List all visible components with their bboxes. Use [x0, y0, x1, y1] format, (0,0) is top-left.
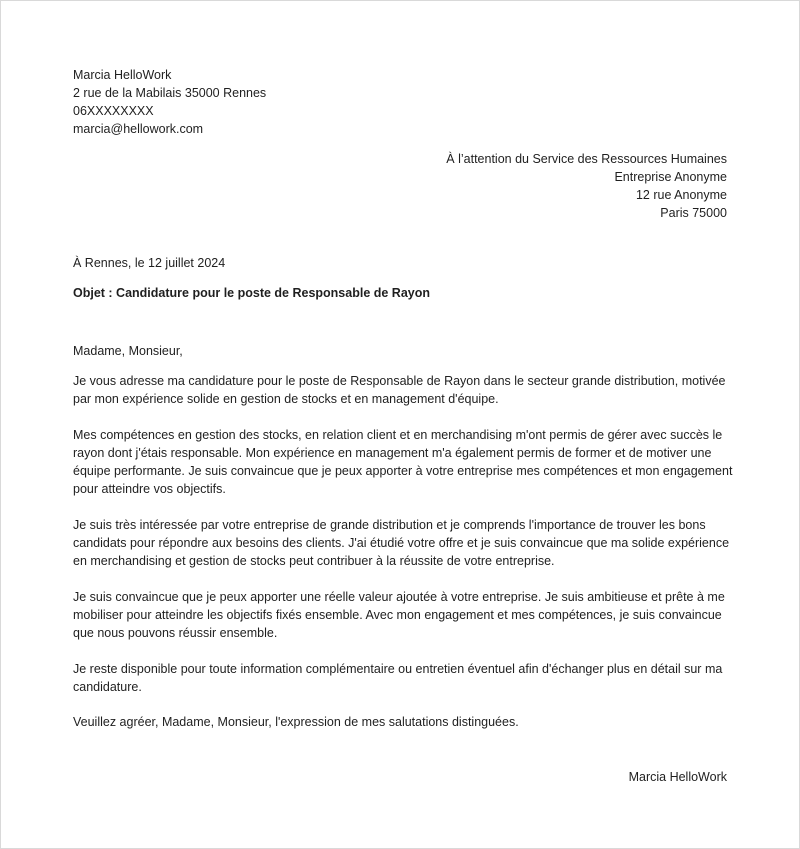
- recipient-attention: À l’attention du Service des Ressources Humaines: [446, 152, 727, 166]
- sender-phone: 06XXXXXXXX: [73, 104, 154, 118]
- letter-date: À Rennes, le 12 juillet 2024: [73, 256, 226, 270]
- letter-body: [73, 372, 733, 714]
- sender-email: marcia@hellowork.com: [73, 122, 204, 136]
- letter-greeting: Madame, Monsieur,: [73, 344, 183, 358]
- recipient-block: [307, 150, 727, 222]
- body-paragraph: Mes compétences en gestion des stocks, en relation client et en merchandising m'ont permis de gérer avec succès le rayon dont j'étais responsable. Mon expérience en management m'a également permis de former et de motiver une équipe performante. Je suis convaincue que je peux apporter à votre entreprise mes compétences et mon engagement pour atteindre vos objectifs.: [73, 428, 733, 496]
- sender-address: 2 rue de la Mabilais 35000 Rennes: [73, 86, 267, 100]
- body-paragraph: Je suis convaincue que je peux apporter une réelle valeur ajoutée à votre entreprise. Je suis ambitieuse et prête à me mobiliser pour atteindre les objectifs fixés ensemble. Avec mon engagement et mes compétences, je suis convaincue que nous pouvons réussir ensemble.: [73, 590, 725, 640]
- letter-closing: Veuillez agréer, Madame, Monsieur, l'expression de mes salutations distinguées.: [73, 715, 519, 729]
- recipient-company: Entreprise Anonyme: [614, 170, 727, 184]
- recipient-city: Paris 75000: [660, 206, 727, 220]
- sender-block: [73, 66, 473, 138]
- body-paragraph: Je reste disponible pour toute information complémentaire ou entretien éventuel afin d'échanger plus en détail sur ma candidature.: [73, 662, 723, 694]
- recipient-street: 12 rue Anonyme: [635, 188, 727, 202]
- letter-subject: Objet : Candidature pour le poste de Responsable de Rayon: [73, 286, 431, 300]
- body-paragraph: Je vous adresse ma candidature pour le poste de Responsable de Rayon dans le secteur grande distribution, motivée par mon expérience solide en gestion de stocks et en management d'équipe.: [73, 374, 726, 406]
- letter-signature: Marcia HelloWork: [628, 770, 727, 784]
- sender-name: Marcia HelloWork: [73, 68, 172, 82]
- body-paragraph: Je suis très intéressée par votre entreprise de grande distribution et je comprends l'importance de trouver les bons candidats pour répondre aux besoins des clients. J'ai étudié votre offre et je suis convaincue que ma solide expérience en merchandising et gestion de stocks peut contribuer à la réussite de votre entreprise.: [73, 518, 730, 568]
